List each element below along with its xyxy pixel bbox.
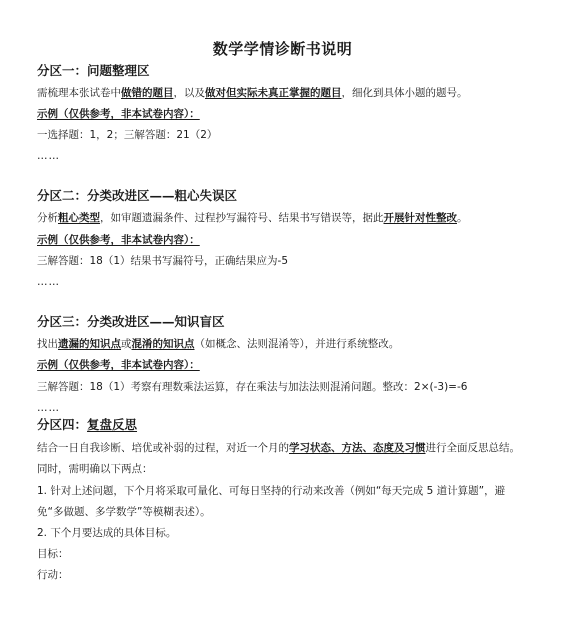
text-run: （如概念、法则混淆等），并进行系统整改。: [194, 338, 400, 350]
text-run: 需梳理本张试卷中: [37, 87, 121, 99]
section-2-example-label: 示例（仅供参考，非本试卷内容）：: [37, 234, 200, 246]
section-1-heading: 分区一：问题整理区: [37, 63, 150, 78]
section-1-example-text: 一选择题：1，2；三解答题：21（2）: [37, 129, 218, 141]
emphasis-text: 粗心类型: [58, 212, 100, 224]
text-run: ，以及: [173, 87, 205, 99]
emphasis-text: 遗漏的知识点: [58, 338, 121, 350]
section-3-paragraph: [37, 337, 399, 351]
emphasis-text: 混淆的知识点: [131, 338, 195, 350]
text-run: 找出: [37, 338, 58, 350]
section-2-heading: 分区二：分类改进区——粗心失误区: [37, 188, 238, 203]
emphasis-text: 做错的题目: [121, 87, 174, 99]
action-label: 行动：: [37, 569, 69, 581]
document-title: 数学学情诊断书说明: [212, 40, 353, 58]
goal-label: 目标：: [37, 548, 69, 560]
text-run: 或: [121, 338, 132, 350]
section-1-ellipsis: ……: [37, 150, 60, 162]
emphasis-text: 做对但实际未真正掌握的题目: [205, 87, 342, 99]
section-3-example-label: 示例（仅供参考，非本试卷内容）：: [37, 359, 200, 371]
emphasis-text: 开展针对性整改: [383, 212, 457, 224]
section-3-ellipsis: ……: [37, 402, 60, 414]
section-1-paragraph: [37, 86, 468, 100]
text-run: 。: [457, 212, 468, 224]
section-3-example-text: 三解答题：18（1）考察有理数乘法运算，存在乘法与加法法则混淆问题。整改：2×(-3)=-6: [37, 381, 468, 393]
section-2-ellipsis: ……: [37, 276, 60, 288]
section-4-item-1-line-1: 1. 针对上述问题，下个月将采取可量化、可每日坚持的行动来改善（例如“每天完成 5 道计算题”，避: [37, 485, 506, 497]
text-run: ，如审题遗漏条件、过程抄写漏符号、结果书写错误等，据此: [100, 212, 384, 224]
text-run: 进行全面反思总结。: [425, 442, 520, 454]
text-run: 分析: [37, 212, 58, 224]
heading-prefix: 分区四：: [37, 417, 88, 432]
section-2-paragraph: [37, 211, 468, 225]
section-2-example-text: 三解答题：18（1）结果书写漏符号，正确结果应为-5: [37, 255, 289, 267]
section-4-item-1-line-2: 免“多做题、多学数学”等模糊表述）。: [37, 506, 211, 518]
text-run: ，细化到具体小题的题号。: [341, 87, 468, 99]
section-4-heading: [37, 418, 137, 432]
section-4-item-2: 2. 下个月要达成的具体目标。: [37, 527, 177, 539]
emphasis-text: 学习状态、方法、态度及习惯: [289, 442, 426, 454]
text-run: 结合一日自我诊断、培优或补弱的过程，对近一个月的: [37, 442, 289, 454]
section-4-paragraph-1: [37, 441, 520, 455]
heading-emphasis: 复盘反思: [87, 417, 138, 432]
section-4-paragraph-2: 同时，需明确以下两点：: [37, 463, 153, 475]
section-1-example-label: 示例（仅供参考，非本试卷内容）：: [37, 108, 200, 120]
section-3-heading: 分区三：分类改进区——知识盲区: [37, 314, 225, 329]
